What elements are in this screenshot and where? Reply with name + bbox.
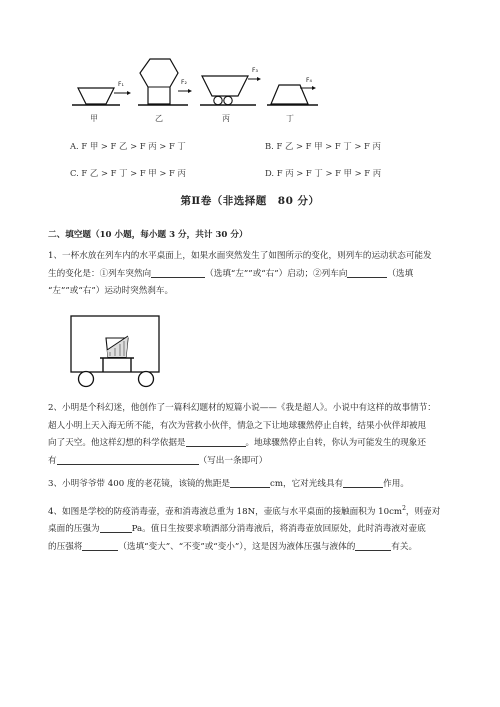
train-cup-figure bbox=[70, 312, 170, 387]
q3-blank-1[interactable] bbox=[230, 478, 270, 488]
q1-text-a: 生的变化是：①列车突然向 bbox=[48, 268, 152, 279]
q3-text-b: cm，它对光线具有 bbox=[270, 479, 344, 489]
object-jia bbox=[72, 88, 131, 105]
question-4 bbox=[48, 500, 468, 556]
option-c: C. F 乙 > F 丁 > F 甲 > F 丙 bbox=[70, 168, 186, 178]
q2-blank-1[interactable] bbox=[186, 437, 246, 447]
label-bing: 丙 bbox=[222, 114, 230, 123]
label-ding: 丁 bbox=[286, 114, 294, 123]
q4-line-2 bbox=[48, 521, 468, 539]
q1-blank-1[interactable] bbox=[151, 268, 205, 278]
train-cup-drawing bbox=[70, 312, 170, 387]
q2-line-1: 2、小明是个科幻迷，他创作了一篇科幻题材的短篇小说——《我是超人》。小说中有这样的故事情节： bbox=[48, 403, 436, 413]
force-label-4: F₄ bbox=[306, 77, 312, 84]
option-d: D. F 丙 > F 丁 > F 甲 > F 丙 bbox=[265, 168, 382, 178]
label-jia: 甲 bbox=[90, 114, 98, 123]
force-figure bbox=[60, 55, 330, 125]
q4-text-b: ，则壶对 bbox=[405, 506, 441, 517]
q4-blank-2[interactable] bbox=[82, 541, 118, 551]
q2-text-b: 。地球骤然停止自转，你认为可能发生的现象还 bbox=[245, 438, 426, 448]
q2-text-d: （写出一条即可） bbox=[198, 455, 268, 466]
q1-text-b: （选填“左””或“右”）启动；②列车向 bbox=[205, 268, 348, 279]
q4-text-e: 的压强将 bbox=[48, 541, 83, 552]
q4-line-1 bbox=[48, 500, 468, 521]
force-label-1: F₁ bbox=[118, 81, 124, 88]
question-1 bbox=[48, 248, 458, 301]
question-3 bbox=[48, 476, 458, 494]
q4-sup: 2 bbox=[402, 505, 406, 512]
q4-blank-1[interactable] bbox=[100, 523, 132, 533]
q1-line-1: 1、一杯水放在列车内的水平桌面上，如果水面突然发生了如图所示的变化，则列车的运动状态可能发 bbox=[48, 251, 432, 261]
q4-text-f: （选填“变大”、“不变”或“变小”），这是因为液体压强与液体的 bbox=[118, 541, 356, 552]
q3-text-c: 作用。 bbox=[383, 479, 409, 489]
q2-text-c: 有 bbox=[48, 455, 57, 466]
q1-line-3: “左””或“右”）运动时突然刹车。 bbox=[48, 286, 174, 296]
force-label-3: F₃ bbox=[252, 67, 258, 74]
q2-text-a: 向了天空。他这样幻想的科学依据是 bbox=[48, 438, 186, 448]
q1-line-2 bbox=[48, 266, 458, 284]
q2-line-2: 超人小明上天入海无所不能，有次为营救小伙伴，情急之下让地球骤然停止自转，结果小伙伴却被甩 bbox=[48, 420, 427, 431]
q3-text-a: 3、小明爷爷带 400 度的老花镜，该镜的焦距是 bbox=[48, 479, 231, 489]
section-title: 第Ⅱ卷（非选择题 80 分） bbox=[180, 195, 320, 207]
q3-blank-2[interactable] bbox=[343, 478, 383, 488]
question-2 bbox=[48, 400, 458, 470]
q2-line-3 bbox=[48, 435, 458, 453]
part-heading: 二、填空题（10 小题，每小题 3 分，共计 30 分） bbox=[48, 230, 248, 240]
option-a: A. F 甲 > F 乙 > F 丙 > F 丁 bbox=[70, 141, 186, 151]
q4-text-c: 桌面的压强为 bbox=[48, 524, 100, 535]
object-ding bbox=[267, 85, 318, 105]
label-yi: 乙 bbox=[155, 114, 163, 123]
q1-text-c: （选填 bbox=[387, 268, 414, 279]
q4-text-a: 4、如图是学校的防疫消毒壶，壶和消毒液总重为 18N，壶底与水平桌面的接触面积为 10cm bbox=[48, 506, 403, 517]
q2-blank-2[interactable] bbox=[57, 455, 199, 465]
q2-line-4 bbox=[48, 453, 458, 471]
option-b: B. F 乙 > F 甲 > F 丁 > F 丙 bbox=[265, 141, 381, 151]
q4-text-d: Pa。值日生按要求喷洒部分消毒液后，将消毒壶放回原处，此时消毒液对壶底 bbox=[131, 524, 426, 535]
q4-line-3 bbox=[48, 539, 468, 557]
object-bing bbox=[200, 76, 261, 105]
force-label-2: F₂ bbox=[181, 79, 187, 86]
q4-text-g: 有关。 bbox=[391, 541, 418, 552]
q1-blank-2[interactable] bbox=[347, 268, 387, 278]
q4-blank-3[interactable] bbox=[355, 541, 391, 551]
